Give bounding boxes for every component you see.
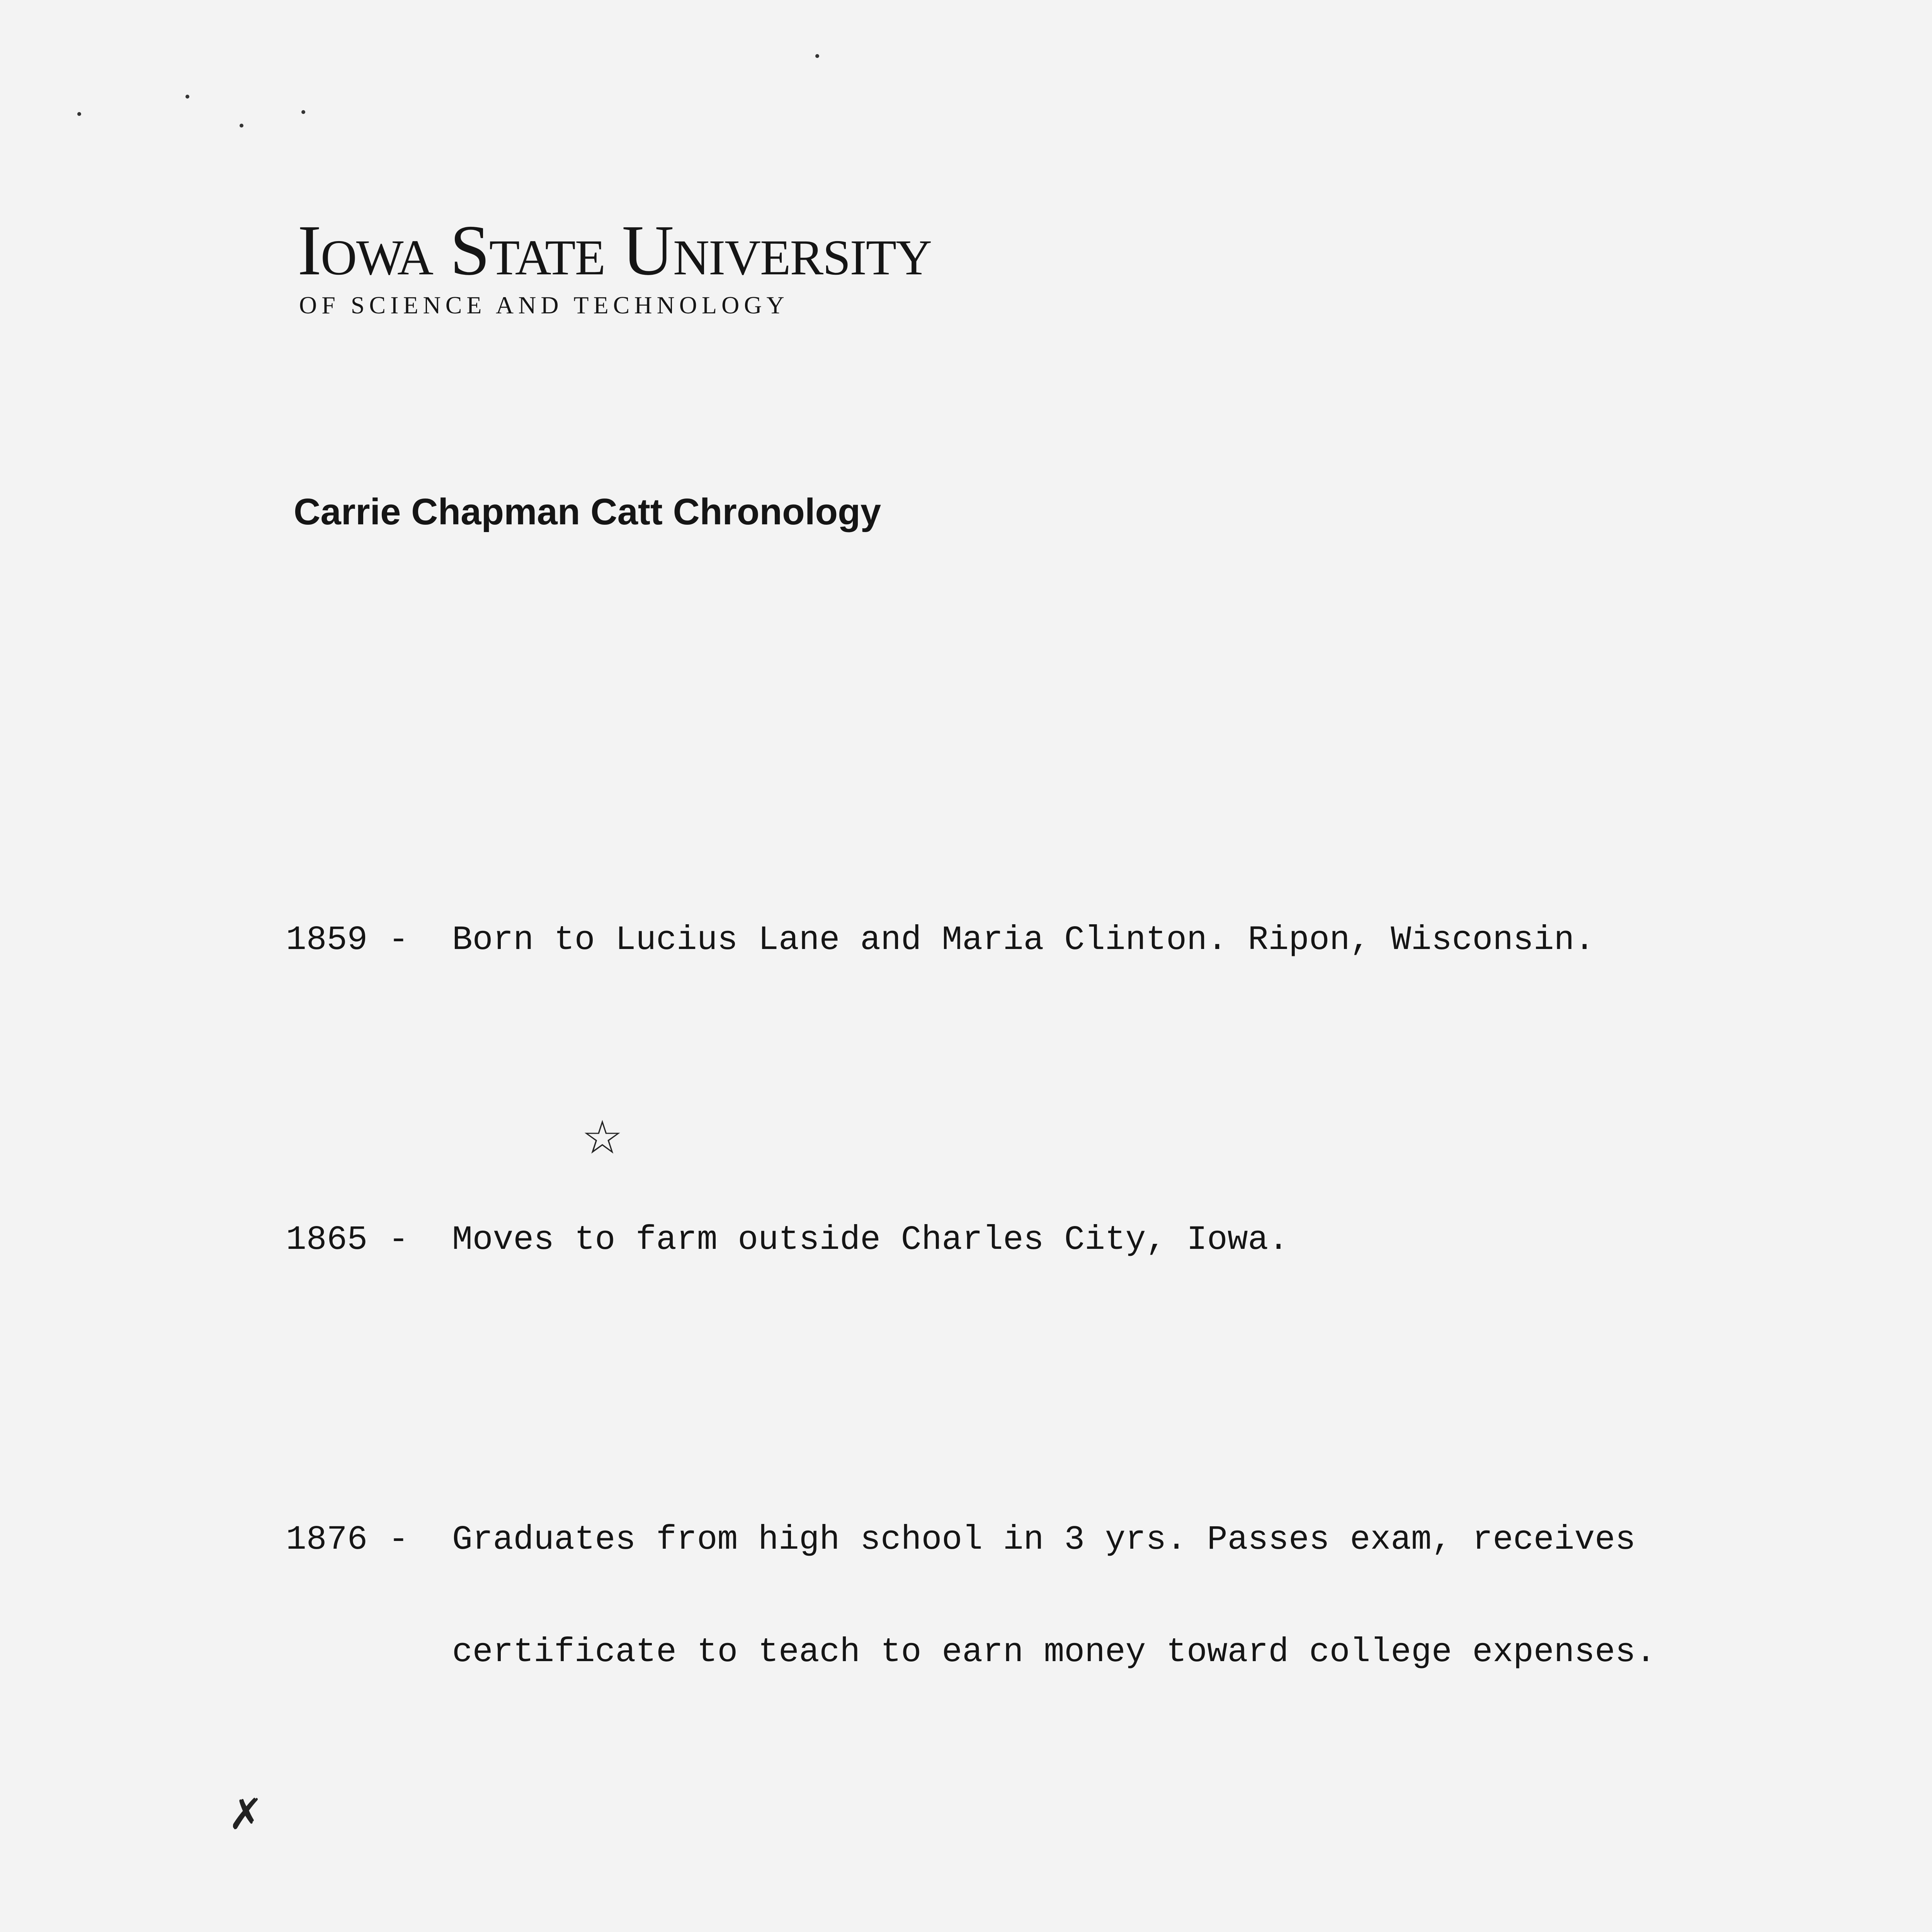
entry-separator: -	[388, 1521, 409, 1559]
entry-text: Born to Lucius Lane and Maria Clinton. Ripon, Wisconsin.	[452, 921, 1595, 959]
university-subtitle: OF SCIENCE AND TECHNOLOGY	[299, 291, 789, 319]
handwritten-star-icon: ☆	[582, 1111, 623, 1165]
university-name: Iowa State University	[298, 211, 932, 290]
entry-text: Graduates from high school in 3 yrs. Passes exam, receives	[452, 1521, 1636, 1559]
chronology-entry	[286, 1859, 1677, 1932]
handwritten-asterisk-icon: ✗	[228, 1789, 264, 1839]
entry-year: 1876	[286, 1521, 368, 1559]
chronology-list	[286, 734, 1677, 1932]
scan-speck	[815, 54, 819, 58]
scan-speck	[240, 124, 243, 128]
entry-year: 1859	[286, 921, 368, 959]
entry-separator: -	[388, 921, 409, 959]
scan-speck	[185, 95, 189, 99]
chronology-entry	[286, 1146, 1677, 1334]
chronology-entry	[286, 1446, 1677, 1746]
scan-speck	[301, 110, 305, 114]
chronology-entry	[286, 847, 1677, 1034]
entry-text-continued: certificate to teach to earn money toward college expenses.	[452, 1633, 1656, 1672]
document-title: Carrie Chapman Catt Chronology	[294, 491, 881, 532]
university-logo	[298, 211, 932, 320]
entry-year: 1865	[286, 1221, 368, 1259]
scan-speck	[77, 112, 81, 116]
entry-separator: -	[388, 1221, 409, 1259]
entry-text: Moves to farm outside Charles City, Iowa.	[452, 1221, 1289, 1259]
